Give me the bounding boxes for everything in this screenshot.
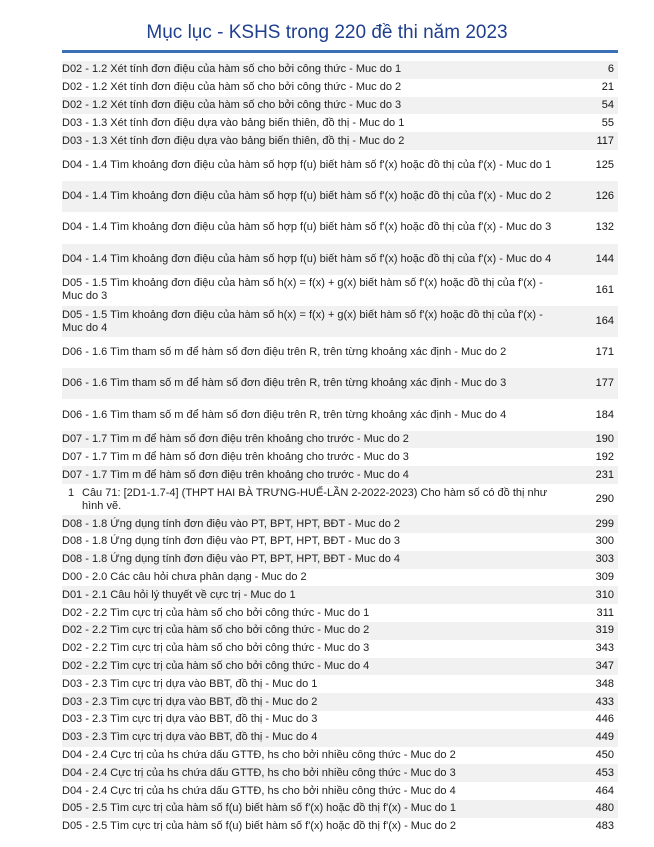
toc-entry[interactable]: [62, 368, 618, 399]
toc-entry-title: D02 - 1.2 Xét tính đơn điệu của hàm số cho bởi công thức - Muc do 1: [62, 63, 402, 76]
toc-entry-title: D03 - 2.3 Tìm cực trị dựa vào BBT, đồ thị - Muc do 3: [62, 713, 318, 726]
toc-entry-page: 299: [595, 517, 614, 530]
toc-entry[interactable]: [62, 97, 618, 115]
toc-entry[interactable]: [62, 466, 618, 484]
toc-entry[interactable]: [62, 711, 618, 729]
toc-entry-title: D02 - 2.2 Tìm cực trị của hàm số cho bởi công thức - Muc do 3: [62, 642, 370, 655]
toc-entry-number: 1: [68, 486, 75, 499]
toc-entry-page: 300: [595, 535, 614, 548]
toc-entry-title: D00 - 2.0 Các câu hỏi chưa phân dạng - Muc do 2: [62, 571, 307, 584]
toc-entry-page: 310: [595, 588, 614, 601]
toc-entry-page: 480: [595, 802, 614, 815]
toc-entry-page: 231: [595, 468, 614, 481]
toc-entry[interactable]: [62, 658, 618, 676]
toc-entry[interactable]: [62, 212, 618, 243]
title-underline: [62, 50, 618, 53]
toc-entry[interactable]: [62, 484, 618, 515]
toc-entry-page: 343: [595, 642, 614, 655]
toc-entry-page: 21: [601, 81, 614, 94]
toc-entry-title: D01 - 2.1 Câu hỏi lý thuyết về cực trị - Muc do 1: [62, 588, 296, 601]
toc-entry-page: 126: [595, 190, 614, 203]
toc-entry-title: D08 - 1.8 Ứng dụng tính đơn điệu vào PT, BPT, HPT, BĐT - Muc do 2: [62, 517, 401, 530]
toc-entry-page: 55: [601, 116, 614, 129]
toc-entry[interactable]: [62, 79, 618, 97]
toc-entry-page: 177: [595, 377, 614, 390]
toc-entry[interactable]: [62, 764, 618, 782]
toc-entry-title: D07 - 1.7 Tìm m để hàm số đơn điệu trên khoảng cho trước - Muc do 4: [62, 468, 409, 481]
toc-entry-title: D06 - 1.6 Tìm tham số m để hàm số đơn điệu trên R, trên từng khoảng xác định - Muc do 3: [62, 377, 507, 390]
toc-entry-title: D03 - 2.3 Tìm cực trị dựa vào BBT, đồ thị - Muc do 2: [62, 695, 318, 708]
toc-entry[interactable]: [62, 640, 618, 658]
toc-entry-page: 453: [595, 766, 614, 779]
toc-entry-title: D05 - 2.5 Tìm cực trị của hàm số f(u) biết hàm số f'(x) hoặc đồ thị f'(x) - Muc do 1: [62, 802, 457, 815]
toc-entry-page: 483: [595, 820, 614, 833]
toc-entry-title: D03 - 2.3 Tìm cực trị dựa vào BBT, đồ thị - Muc do 1: [62, 677, 318, 690]
toc-entry-title: D03 - 1.3 Xét tính đơn điệu dựa vào bảng biến thiên, đồ thị - Muc do 2: [62, 134, 405, 147]
toc-entry[interactable]: [62, 533, 618, 551]
toc-entry-title: D06 - 1.6 Tìm tham số m để hàm số đơn điệu trên R, trên từng khoảng xác định - Muc do 2: [62, 346, 507, 359]
toc-entry[interactable]: [62, 747, 618, 765]
toc-entry[interactable]: [62, 551, 618, 569]
toc-entry-title: D04 - 2.4 Cực trị của hs chứa dấu GTTĐ, hs cho bởi nhiều công thức - Muc do 4: [62, 784, 456, 797]
toc-entry-page: 319: [595, 624, 614, 637]
toc-entry[interactable]: [62, 675, 618, 693]
toc-entry-page: 311: [596, 606, 614, 619]
toc-entry-title: D02 - 2.2 Tìm cực trị của hàm số cho bởi công thức - Muc do 4: [62, 660, 370, 673]
toc-entry[interactable]: [62, 515, 618, 533]
toc-entry-page: 184: [595, 408, 614, 421]
toc-entry-title: D04 - 1.4 Tìm khoảng đơn điệu của hàm số hợp f(u) biết hàm số f'(x) hoặc đồ thị của f'(x) - Muc do 1: [62, 159, 552, 172]
toc-entry-page: 290: [595, 493, 614, 506]
toc-entry-title: D05 - 1.5 Tìm khoảng đơn điệu của hàm số h(x) = f(x) + g(x) biết hàm số f'(x) hoặc đồ thị của f'(x) - Muc do 4: [62, 308, 543, 334]
toc-entry[interactable]: [62, 431, 618, 449]
toc-entry-page: 309: [595, 571, 614, 584]
toc-entry-page: 54: [601, 98, 614, 111]
toc-entry-title: D02 - 2.2 Tìm cực trị của hàm số cho bởi công thức - Muc do 1: [62, 606, 370, 619]
toc-entry-page: 433: [595, 695, 614, 708]
toc-entry-title: D02 - 2.2 Tìm cực trị của hàm số cho bởi công thức - Muc do 2: [62, 624, 370, 637]
toc-entry-title: D02 - 1.2 Xét tính đơn điệu của hàm số cho bởi công thức - Muc do 3: [62, 98, 402, 111]
toc-entry[interactable]: [62, 604, 618, 622]
toc-entry[interactable]: [62, 818, 618, 836]
toc-entry[interactable]: [62, 244, 618, 275]
toc-entry[interactable]: [62, 586, 618, 604]
toc-entry-page: 161: [595, 283, 614, 296]
toc-entry[interactable]: [62, 114, 618, 132]
toc-entry-page: 464: [595, 784, 614, 797]
toc-entry[interactable]: [62, 181, 618, 212]
toc-entry-title: D04 - 2.4 Cực trị của hs chứa dấu GTTĐ, hs cho bởi nhiều công thức - Muc do 3: [62, 766, 456, 779]
toc-entry-page: 347: [595, 660, 614, 673]
toc-entry-page: 192: [595, 450, 614, 463]
toc-entry-title: D05 - 2.5 Tìm cực trị của hàm số f(u) biết hàm số f'(x) hoặc đồ thị f'(x) - Muc do 2: [62, 820, 457, 833]
toc-entry-title: D08 - 1.8 Ứng dụng tính đơn điệu vào PT, BPT, HPT, BĐT - Muc do 4: [62, 553, 401, 566]
toc-entry-page: 164: [595, 315, 614, 328]
page-title: Mục lục - KSHS trong 220 đề thi năm 2023: [146, 22, 508, 43]
toc-entry[interactable]: [62, 337, 618, 368]
toc-entry-title: D02 - 1.2 Xét tính đơn điệu của hàm số cho bởi công thức - Muc do 2: [62, 81, 402, 94]
toc-entry[interactable]: [62, 782, 618, 800]
toc-entry[interactable]: [62, 275, 618, 306]
toc-entry[interactable]: [62, 399, 618, 430]
toc-entry-page: 6: [607, 63, 614, 76]
toc-entry-page: 446: [595, 713, 614, 726]
toc-entry-title: D06 - 1.6 Tìm tham số m để hàm số đơn điệu trên R, trên từng khoảng xác định - Muc do 4: [62, 408, 507, 421]
toc-entry[interactable]: [62, 569, 618, 587]
toc-entry[interactable]: [62, 306, 618, 337]
toc-entry-page: 303: [595, 553, 614, 566]
toc-entry-title: [62, 487, 569, 513]
toc-entry-title: D05 - 1.5 Tìm khoảng đơn điệu của hàm số h(x) = f(x) + g(x) biết hàm số f'(x) hoặc đồ thị của f'(x) - Muc do 3: [62, 277, 543, 303]
toc-entry-page: 132: [595, 221, 614, 234]
toc-entry-text: Câu 71: [2D1-1.7-4] (THPT HAI BÀ TRƯNG-HUẾ-LẦN 2-2022-2023) Cho hàm số có đồ thị như hình vẽ.: [82, 486, 548, 512]
toc-entry-title: D03 - 2.3 Tìm cực trị dựa vào BBT, đồ thị - Muc do 4: [62, 731, 318, 744]
toc-entry[interactable]: [62, 132, 618, 150]
toc-entry-title: D08 - 1.8 Ứng dụng tính đơn điệu vào PT, BPT, HPT, BĐT - Muc do 3: [62, 535, 401, 548]
toc-entry-page: 190: [595, 433, 614, 446]
toc-entry-page: 125: [595, 159, 614, 172]
toc-entry[interactable]: [62, 622, 618, 640]
toc-entry-title: D04 - 1.4 Tìm khoảng đơn điệu của hàm số hợp f(u) biết hàm số f'(x) hoặc đồ thị của f'(x) - Muc do 4: [62, 252, 552, 265]
toc-entry-title: D04 - 1.4 Tìm khoảng đơn điệu của hàm số hợp f(u) biết hàm số f'(x) hoặc đồ thị của f'(x) - Muc do 2: [62, 190, 552, 203]
toc-entry-title: D07 - 1.7 Tìm m để hàm số đơn điệu trên khoảng cho trước - Muc do 2: [62, 433, 409, 446]
toc-entry-page: 171: [595, 346, 614, 359]
toc-entry[interactable]: [62, 800, 618, 818]
toc-entry-page: 144: [595, 252, 614, 265]
toc-entry-title: D04 - 2.4 Cực trị của hs chứa dấu GTTĐ, hs cho bởi nhiều công thức - Muc do 2: [62, 749, 456, 761]
toc-entry[interactable]: [62, 693, 618, 711]
toc-entry-title: D04 - 1.4 Tìm khoảng đơn điệu của hàm số hợp f(u) biết hàm số f'(x) hoặc đồ thị của f'(x) - Muc do 3: [62, 221, 552, 234]
toc-entry[interactable]: [62, 61, 618, 79]
toc-entry-page: 450: [595, 749, 614, 761]
toc-entry-title: D07 - 1.7 Tìm m để hàm số đơn điệu trên khoảng cho trước - Muc do 3: [62, 450, 409, 463]
table-of-contents: [62, 61, 618, 836]
toc-entry-title: D03 - 1.3 Xét tính đơn điệu dựa vào bảng biến thiên, đồ thị - Muc do 1: [62, 116, 405, 129]
toc-entry[interactable]: [62, 150, 618, 181]
toc-entry[interactable]: [62, 729, 618, 747]
toc-entry-page: 117: [596, 134, 614, 147]
toc-entry-page: 348: [595, 677, 614, 690]
toc-entry[interactable]: [62, 448, 618, 466]
toc-entry-page: 449: [595, 731, 614, 744]
